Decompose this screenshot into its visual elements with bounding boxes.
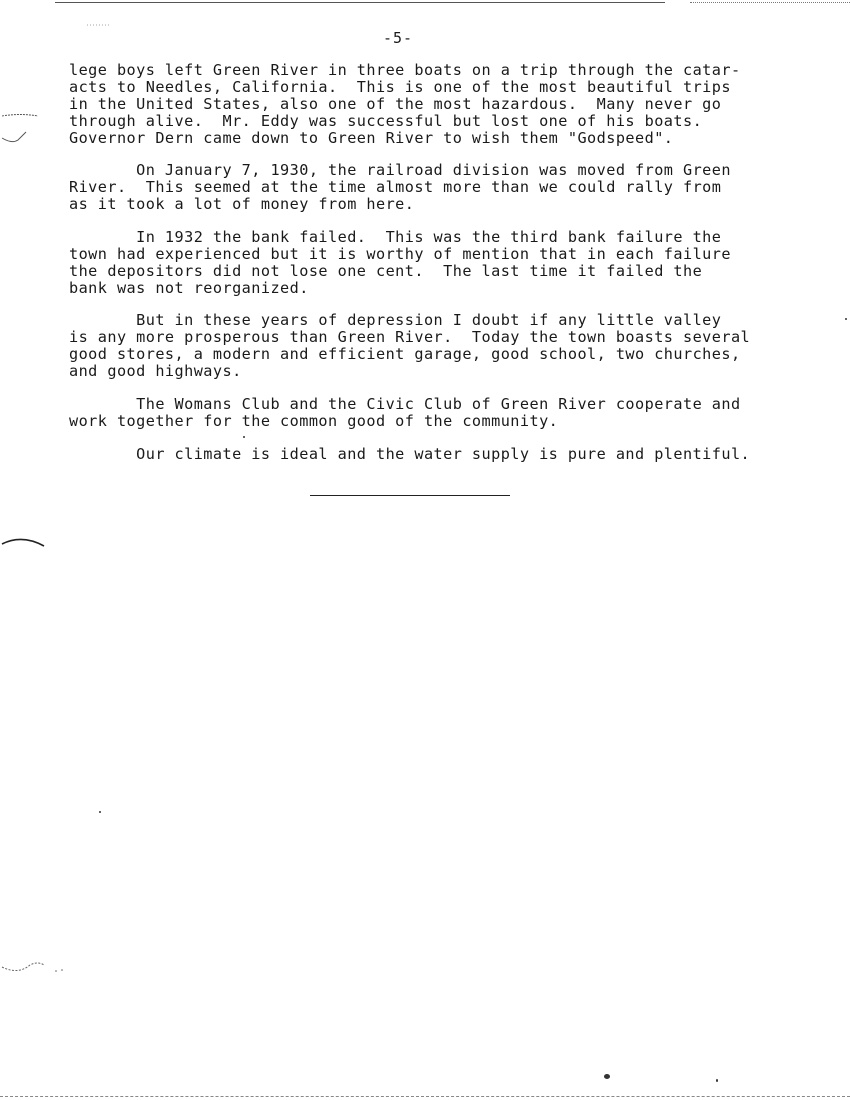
text-line: But in these years of depression I doubt if any little valley bbox=[69, 311, 722, 329]
paragraph-4 bbox=[69, 312, 789, 380]
paragraph-3 bbox=[69, 229, 789, 297]
scan-speck bbox=[716, 1079, 718, 1082]
text-line: In 1932 the bank failed. This was the third bank failure the bbox=[69, 228, 722, 246]
text-line: is any more prosperous than Green River. Today the town boasts several bbox=[69, 328, 751, 346]
text-line: The Womans Club and the Civic Club of Green River cooperate and bbox=[69, 395, 741, 413]
section-end-rule bbox=[310, 495, 510, 496]
page-number: -5- bbox=[383, 29, 414, 47]
paragraph-2 bbox=[69, 162, 789, 213]
scan-top-edge bbox=[55, 2, 665, 3]
paragraph-1 bbox=[69, 62, 789, 147]
text-line: town had experienced but it is worthy of mention that in each failure bbox=[69, 245, 731, 263]
scan-speck bbox=[99, 811, 101, 813]
text-line: the depositors did not lose one cent. The last time it failed the bbox=[69, 262, 703, 280]
text-line: in the United States, also one of the most hazardous. Many never go bbox=[69, 95, 722, 113]
scan-speck bbox=[243, 436, 245, 438]
paragraph-6 bbox=[69, 446, 789, 463]
text-line: work together for the common good of the community. bbox=[69, 412, 559, 430]
text-line: bank was not reorganized. bbox=[69, 279, 309, 297]
text-line: and good highways. bbox=[69, 362, 242, 380]
scan-top-edge-right bbox=[690, 2, 850, 3]
text-line: On January 7, 1930, the railroad division was moved from Green bbox=[69, 161, 731, 179]
text-line: River. This seemed at the time almost more than we could rally from bbox=[69, 178, 722, 196]
margin-mark-3 bbox=[0, 955, 70, 980]
margin-mark-2 bbox=[0, 530, 50, 550]
text-line: acts to Needles, California. This is one of the most beautiful trips bbox=[69, 78, 731, 96]
text-line: as it took a lot of money from here. bbox=[69, 195, 415, 213]
margin-mark-1 bbox=[0, 108, 50, 148]
text-line: good stores, a modern and efficient garage, good school, two churches, bbox=[69, 345, 741, 363]
scan-bottom-edge bbox=[0, 1096, 850, 1097]
text-line: through alive. Mr. Eddy was successful but lost one of his boats. bbox=[69, 112, 703, 130]
text-line: Governor Dern came down to Green River to wish them "Godspeed". bbox=[69, 129, 674, 147]
margin-mark-4 bbox=[85, 20, 115, 30]
scan-speck bbox=[604, 1074, 610, 1079]
text-line: Our climate is ideal and the water supply is pure and plentiful. bbox=[69, 445, 751, 463]
scan-speck bbox=[845, 318, 847, 320]
text-line: lege boys left Green River in three boats on a trip through the catar- bbox=[69, 61, 741, 79]
paragraph-5 bbox=[69, 396, 789, 430]
